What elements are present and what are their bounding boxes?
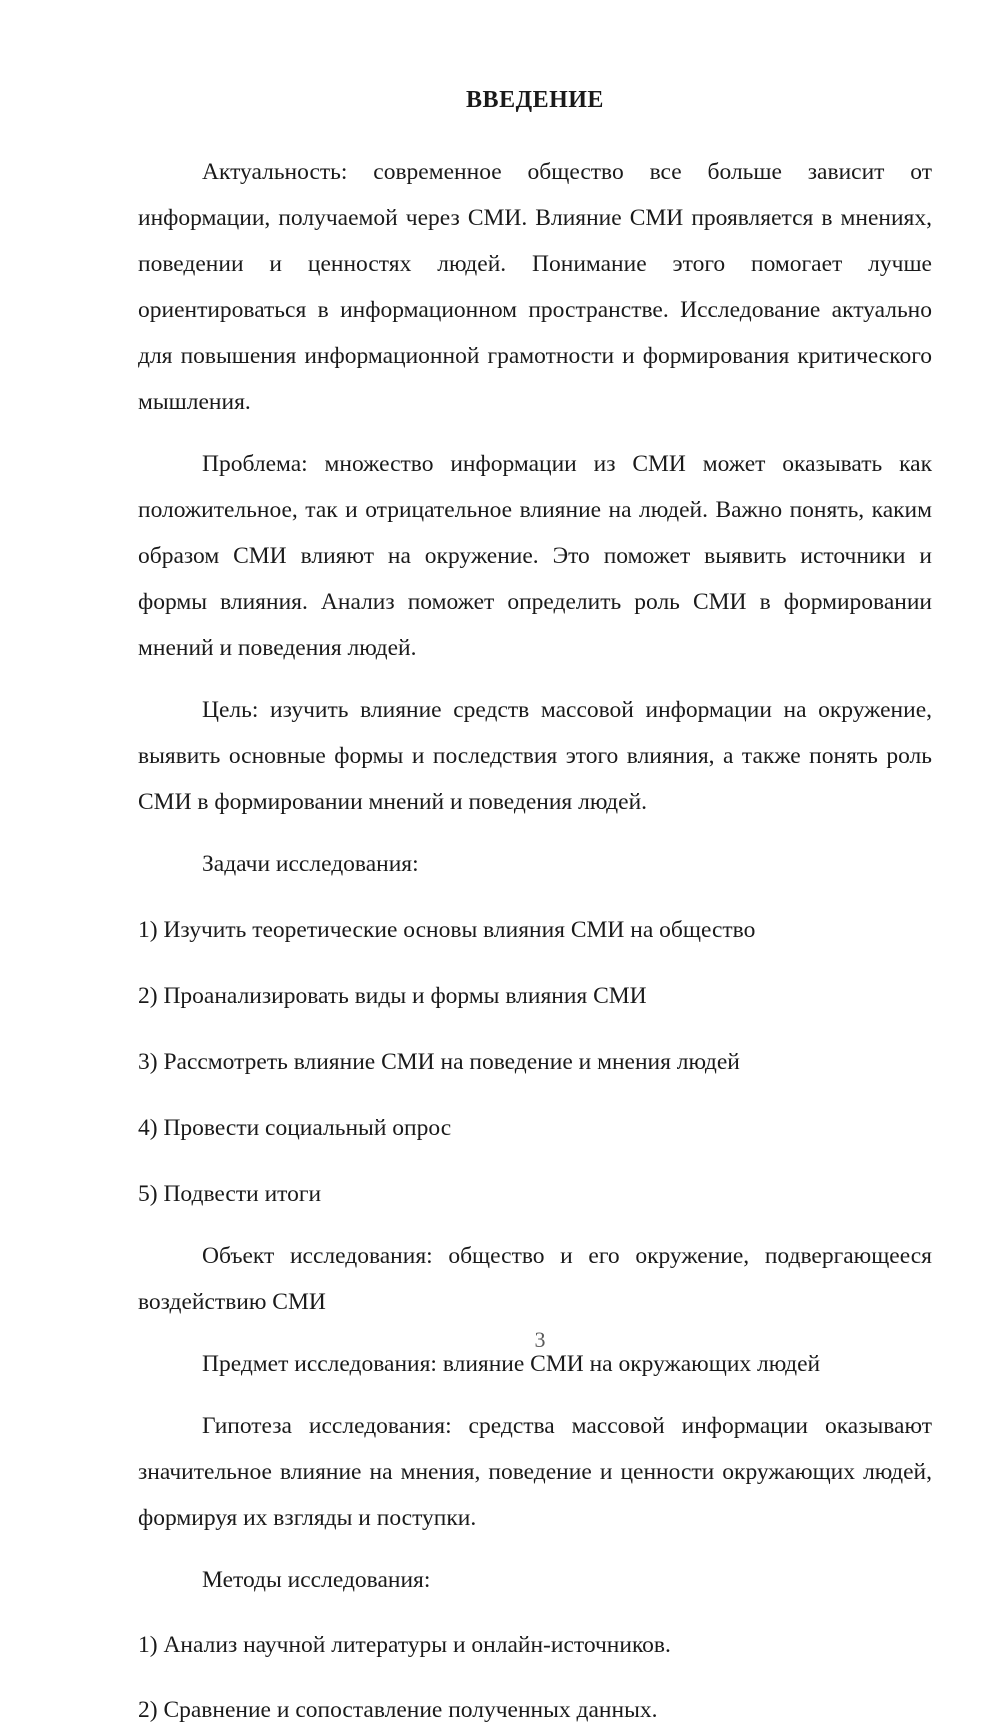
- methods-list: [138, 1622, 932, 1733]
- paragraph-goal: Цель: изучить влияние средств массовой информации на окружение, выявить основные формы и последствия этого влияния, а также понять роль СМИ в формировании мнений и поведения людей.: [138, 696, 932, 815]
- paragraph-relevance: Актуальность: современное общество все больше зависит от информации, получаемой через СМИ. Влияние СМИ проявляется в мнениях, поведении и ценностях людей. Понимание этого помогает лучше ориентироваться в информационном пространстве. Исследование актуально для повышения информационной грамотности и формирования критического мышления.: [138, 158, 932, 415]
- list-item: 2) Сравнение и сопоставление полученных данных.: [138, 1696, 658, 1723]
- document-body: [138, 86, 932, 1733]
- list-item: 5) Подвести итоги: [138, 1180, 322, 1207]
- list-item: 3) Рассмотреть влияние СМИ на поведение и мнения людей: [138, 1048, 740, 1075]
- list-item: 4) Провести социальный опрос: [138, 1114, 452, 1141]
- paragraph-object: Объект исследования: общество и его окружение, подвергающееся воздействию СМИ: [138, 1242, 932, 1315]
- list-item: 2) Проанализировать виды и формы влияния СМИ: [138, 982, 647, 1009]
- heading-tasks: Задачи исследования:: [202, 850, 419, 877]
- paragraph-hypothesis: Гипотеза исследования: средства массовой информации оказывают значительное влияние на мнения, поведение и ценности окружающих людей, формируя их взгляды и поступки.: [138, 1412, 932, 1531]
- paragraph-subject: Предмет исследования: влияние СМИ на окружающих людей: [202, 1350, 821, 1377]
- paragraph-problem: Проблема: множество информации из СМИ может оказывать как положительное, так и отрицательное влияние на людей. Важно понять, каким образом СМИ влияют на окружение. Это поможет выявить источники и формы влияния. Анализ поможет определить роль СМИ в формировании мнений и поведения людей.: [138, 450, 932, 661]
- page-title: ВВЕДЕНИЕ: [466, 87, 604, 113]
- list-item: 1) Изучить теоретические основы влияния СМИ на общество: [138, 916, 756, 943]
- tasks-list: [138, 907, 932, 1217]
- page-number: 3: [534, 1327, 546, 1352]
- heading-methods: Методы исследования:: [202, 1566, 431, 1593]
- list-item: 1) Анализ научной литературы и онлайн-источников.: [138, 1631, 671, 1658]
